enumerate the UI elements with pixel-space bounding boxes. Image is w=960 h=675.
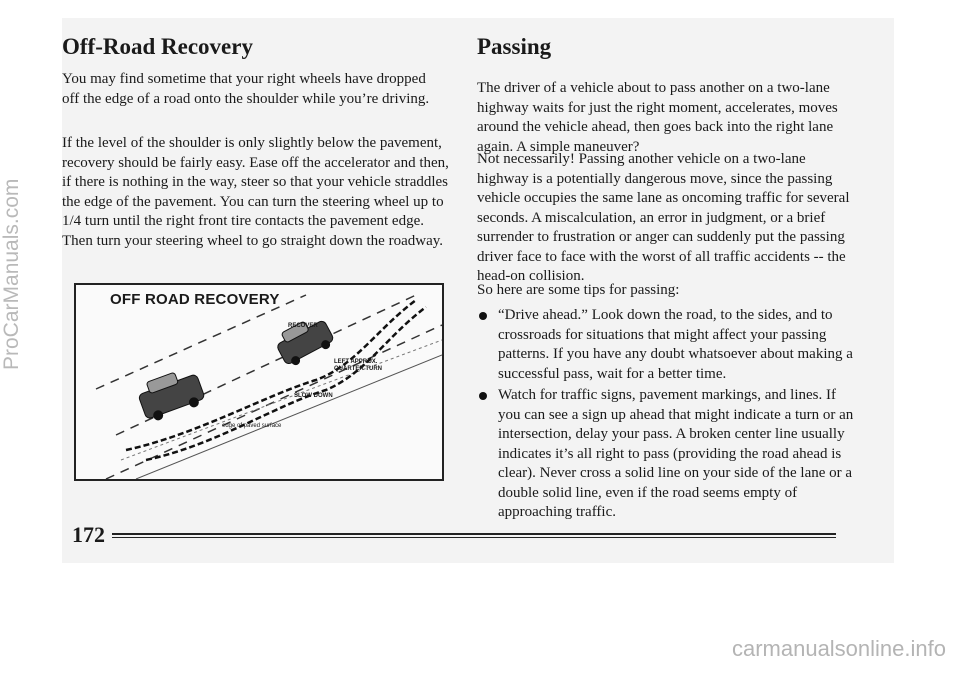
bullet-dot: [479, 392, 487, 400]
paragraph: The driver of a vehicle about to pass another on a two-lane highway waits for just the right moment, accelerates, moves around the vehicle ahead, then goes back into the right lane again. A simple maneuver?: [477, 80, 838, 155]
section-heading-off-road-recovery: Off-Road Recovery: [62, 34, 253, 59]
quarter-turn-label-line2: QUARTER TURN: [334, 366, 382, 372]
recover-label: RECOVER: [288, 323, 318, 329]
bullet-dot: [479, 312, 487, 320]
edge-of-paved-surface-label: edge of paved surface: [222, 423, 282, 429]
figure-title: OFF ROAD RECOVERY: [110, 291, 280, 308]
quarter-turn-label-line1: LEFT APPROX.: [334, 359, 378, 365]
page-number: 172: [72, 522, 105, 547]
bullet-item: “Drive ahead.” Look down the road, to the sides, and to crossroads for situations that might affect your passing patterns. If you have any doubt whatsoever about making a successful pass, wait for a better time.: [498, 307, 853, 382]
side-watermark: ProCarManuals.com: [0, 178, 23, 370]
section-heading-passing: Passing: [477, 34, 552, 59]
paragraph: If the level of the shoulder is only slightly below the pavement, recovery should be fairly easy. Ease off the accelerator and then, if there is nothing in the way, steer so that your vehicle straddles the edge of the pavement. You can turn the steering wheel up to 1/4 turn until the right front tire contacts the pavement edge. Then turn your steering wheel to go straight down the roadway.: [62, 135, 449, 249]
bottom-watermark: carmanualsonline.info: [731, 636, 946, 661]
paragraph: You may find sometime that your right wheels have dropped off the edge of a road onto the shoulder while you’re driving.: [62, 71, 430, 107]
bullet-item: Watch for traffic signs, pavement markings, and lines. If you can see a sign up ahead that might indicate a turn or an intersection, delay your pass. A broken center line usually indicates it’s all right to pass (providing the road ahead is clear). Never cross a solid line on your side of the lane or a double solid line, even if the road seems empty of approaching traffic.: [498, 387, 854, 520]
slow-down-label: SLOW DOWN: [294, 393, 333, 399]
paragraph: So here are some tips for passing:: [477, 282, 680, 298]
paragraph: Not necessarily! Passing another vehicle on a two-lane highway is a potentially dangerous move, since the passing vehicle occupies the same lane as oncoming traffic for several seconds. A miscalculation, an error in judgment, or a brief surrender to frustration or anger can suddenly put the passing driver face to face with the worst of all traffic accidents -- the head-on collision.: [477, 151, 850, 284]
footer-rule: [112, 533, 836, 538]
road-recovery-drawing: [76, 285, 442, 479]
car-rear-icon: [135, 365, 207, 424]
off-road-recovery-illustration: [74, 283, 444, 481]
car-front-icon: [272, 313, 336, 370]
